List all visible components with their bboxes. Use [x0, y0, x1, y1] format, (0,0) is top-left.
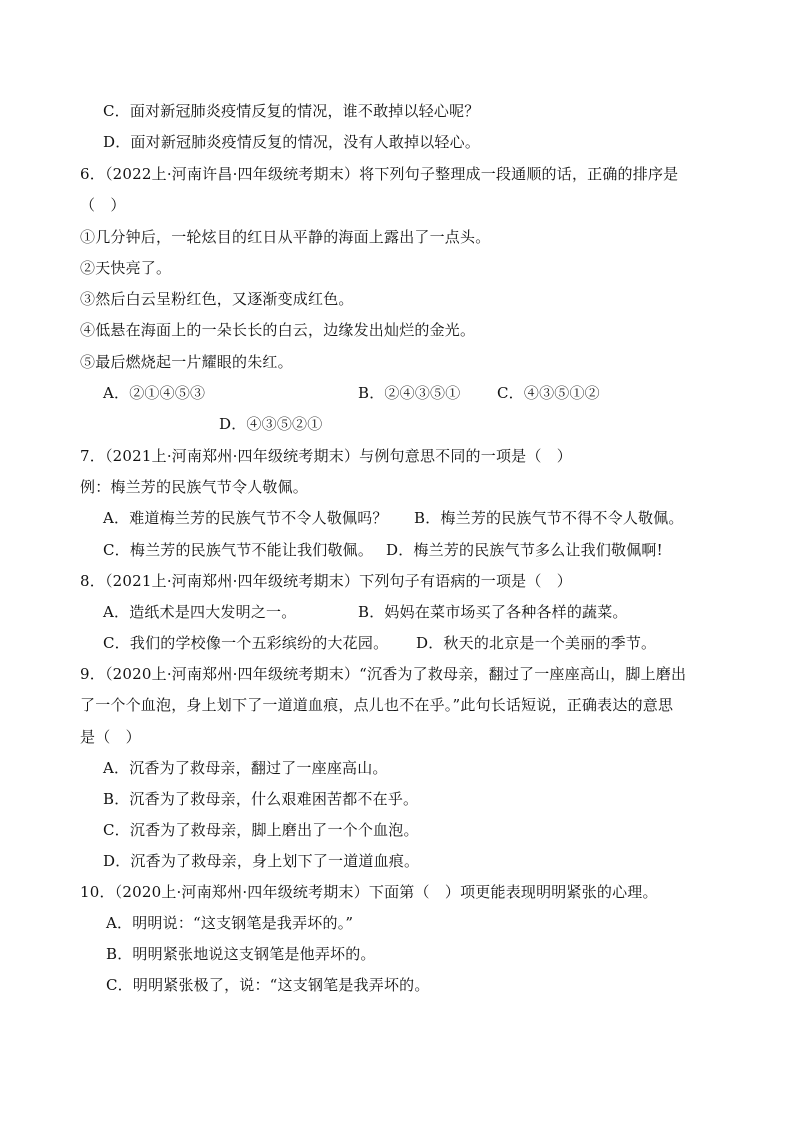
q8-stem: 8．（2021上·河南郑州·四年级统考期末）下列句子有语病的一项是（ ）	[80, 572, 572, 590]
q10-stem: 10．（2020上·河南郑州·四年级统考期末）下面第（ ）项更能表现明明紧张的心理。	[80, 883, 658, 901]
q9-option-c: C．沉香为了救母亲，脚上磨出了一个个血泡。	[103, 821, 419, 839]
q6-option-c: C．④③⑤①②	[497, 384, 600, 402]
q9-stem-line-2: 了一个个血泡，身上划下了一道道血痕，点儿也不在乎。”此句长话短说，正确表达的意思	[80, 696, 674, 714]
q5-option-c: C．面对新冠肺炎疫情反复的情况，谁不敢掉以轻心呢？	[103, 102, 480, 120]
q6-sentence-1: ①几分钟后，一轮炫目的红日从平静的海面上露出了一点头。	[80, 228, 491, 246]
q5-option-d: D．面对新冠肺炎疫情反复的情况，没有人敢掉以轻心。	[103, 133, 481, 151]
q7-stem: 7．（2021上·河南郑州·四年级统考期末）与例句意思不同的一项是（ ）	[80, 447, 572, 465]
q10-option-b: B．明明紧张地说这支钢笔是他弄坏的。	[106, 945, 376, 963]
q10-option-c: C．明明紧张极了，说：“这支钢笔是我弄坏的。	[106, 976, 430, 994]
q7-option-d: D．梅兰芳的民族气节多么让我们敬佩啊!	[386, 541, 663, 559]
q6-blank: （ ）	[80, 196, 126, 214]
q6-option-b: B．②④③⑤①	[358, 384, 461, 402]
q9-option-d: D．沉香为了救母亲，身上划下了一道道血痕。	[103, 852, 420, 870]
q9-stem-line-3: 是（ ）	[80, 728, 141, 746]
q7-example: 例：梅兰芳的民族气节令人敬佩。	[80, 478, 309, 496]
q9-stem-line-1: 9．（2020上·河南郑州·四年级统考期末）“沉香为了救母亲，翻过了一座座高山，脚上磨出	[80, 665, 687, 683]
q6-sentence-2: ②天快亮了。	[80, 259, 172, 277]
q8-option-a: A．造纸术是四大发明之一。	[103, 603, 297, 621]
q6-option-d: D．④③⑤②①	[219, 415, 323, 433]
q6-stem: 6．（2022上·河南许昌·四年级统考期末）将下列句子整理成一段通顺的话，正确的排序是	[80, 165, 679, 183]
q8-option-b: B．妈妈在菜市场买了各种各样的蔬菜。	[358, 603, 628, 621]
q6-option-a: A．②①④⑤③	[103, 384, 206, 402]
q9-option-a: A．沉香为了救母亲，翻过了一座座高山。	[103, 759, 388, 777]
q7-option-c: C．梅兰芳的民族气节不能让我们敬佩。	[103, 541, 374, 559]
q8-option-c: C．我们的学校像一个五彩缤纷的大花园。	[103, 634, 389, 652]
q7-option-b: B．梅兰芳的民族气节不得不令人敬佩。	[414, 509, 684, 527]
q7-option-a: A．难道梅兰芳的民族气节不令人敬佩吗？	[103, 509, 388, 527]
q6-sentence-3: ③然后白云呈粉红色，又逐渐变成红色。	[80, 290, 354, 308]
q10-option-a: A．明明说：“这支钢笔是我弄坏的。”	[106, 914, 354, 932]
q6-sentence-5: ⑤最后燃烧起一片耀眼的朱红。	[80, 353, 293, 371]
q9-option-b: B．沉香为了救母亲，什么艰难困苦都不在乎。	[103, 790, 419, 808]
q6-sentence-4: ④低悬在海面上的一朵长长的白云，边缘发出灿烂的金光。	[80, 321, 476, 339]
q8-option-d: D．秋天的北京是一个美丽的季节。	[416, 634, 657, 652]
